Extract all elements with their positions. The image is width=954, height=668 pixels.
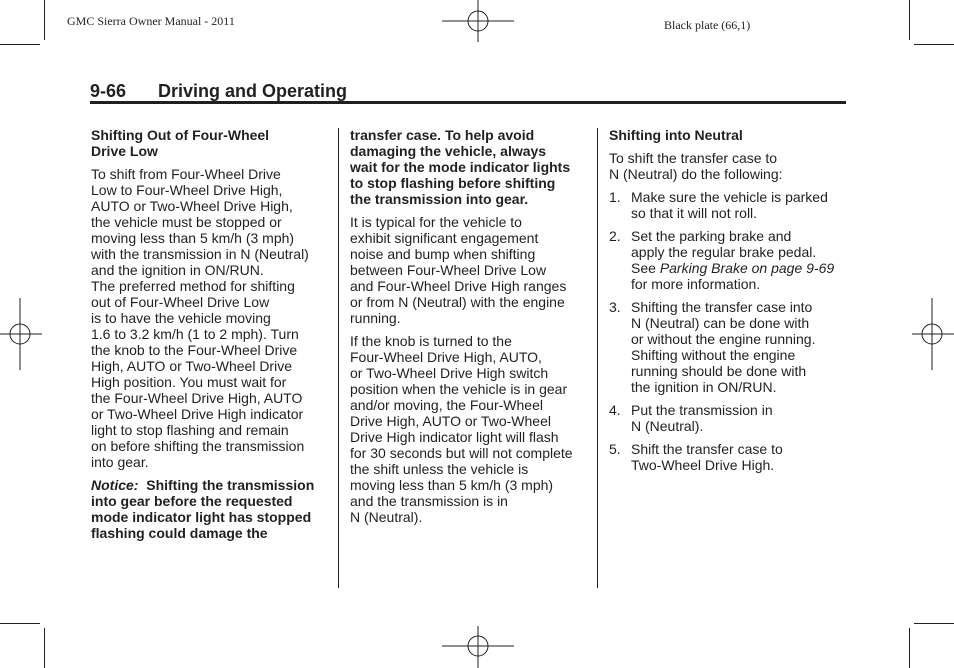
text-line: or Two-Wheel Drive High indicator	[91, 406, 304, 422]
crop-mark	[909, 628, 910, 668]
notice	[91, 477, 327, 541]
text-line: the knob to the Four-Wheel Drive	[91, 342, 298, 358]
text-line: noise and bump when shifting	[350, 246, 536, 262]
step-number: 2.	[609, 228, 621, 244]
text-line: or from N (Neutral) with the engine	[350, 294, 565, 310]
column-1	[91, 127, 327, 548]
text-line: and the ignition in ON/RUN.	[91, 262, 264, 278]
text-line: damaging the vehicle, always	[350, 143, 547, 159]
list-item	[609, 299, 849, 395]
text-line: To shift from Four-Wheel Drive	[91, 166, 281, 182]
text-line: Shifting without the engine	[631, 347, 796, 363]
text-line: or without the engine running.	[631, 331, 816, 347]
text-line: moving less than 5 km/h (3 mph)	[350, 477, 554, 493]
column-divider	[597, 128, 598, 588]
text-line: so that it will not roll.	[631, 205, 758, 221]
list-item	[609, 441, 849, 473]
subheading: Shifting into Neutral	[609, 127, 743, 143]
text-line: the Four-Wheel Drive High, AUTO	[91, 390, 303, 406]
text-line: to stop flashing before shifting	[350, 175, 556, 191]
text-line: running.	[350, 310, 401, 326]
column-divider	[338, 128, 339, 588]
text-line: Drive High indicator light will flash	[350, 429, 559, 445]
text-line: Drive High, AUTO or Two-Wheel	[350, 413, 551, 429]
text-line: on before shifting the transmission	[91, 438, 305, 454]
text-line: wait for the mode indicator lights	[350, 159, 571, 175]
paragraph	[91, 166, 327, 470]
step-number: 5.	[609, 441, 621, 457]
text-line: N (Neutral) can be done with	[631, 315, 810, 331]
text-line: for more information.	[631, 276, 761, 292]
list-item	[609, 189, 849, 221]
section-title: Driving and Operating	[158, 81, 348, 101]
text-line: Set the parking brake and	[631, 228, 792, 244]
running-header-title: GMC Sierra Owner Manual - 2011	[67, 14, 235, 28]
steps-list	[609, 189, 849, 473]
subheading-line: Shifting Out of Four-Wheel	[91, 127, 270, 143]
text-line: and the transmission is in	[350, 493, 508, 509]
text-line: Low to Four-Wheel Drive High,	[91, 182, 283, 198]
text-line: High, AUTO or Two-Wheel Drive	[91, 358, 292, 374]
paragraph	[350, 333, 586, 525]
page-number: 9-66	[90, 81, 127, 101]
text-line: the ignition in ON/RUN.	[631, 379, 777, 395]
step-number: 1.	[609, 189, 621, 205]
text-line: out of Four-Wheel Drive Low	[91, 294, 270, 310]
crop-mark	[914, 44, 954, 45]
cross-reference-link[interactable]: Parking Brake on page 9-69	[659, 260, 835, 276]
subheading	[91, 127, 327, 159]
notice-continued	[350, 127, 586, 207]
list-item	[609, 402, 849, 434]
step-number: 4.	[609, 402, 621, 418]
paragraph	[609, 150, 849, 182]
text-line: or Two-Wheel Drive High switch	[350, 365, 549, 381]
crop-mark	[909, 0, 910, 40]
crop-mark	[914, 623, 954, 624]
registration-mark-icon	[0, 298, 42, 370]
paragraph	[350, 214, 586, 326]
text-line: running should be done with	[631, 363, 807, 379]
text-line: light to stop flashing and remain	[91, 422, 289, 438]
text-line: exhibit significant engagement	[350, 230, 539, 246]
registration-mark-icon	[442, 626, 514, 668]
text-line: and/or moving, the Four-Wheel	[350, 397, 543, 413]
text-line: 1.6 to 3.2 km/h (1 to 2 mph). Turn	[91, 326, 299, 342]
text-line: High position. You must wait for	[91, 374, 287, 390]
text-line: the shift unless the vehicle is	[350, 461, 529, 477]
text-line: Make sure the vehicle is parked	[631, 189, 828, 205]
text-line: is to have the vehicle moving	[91, 310, 271, 326]
title-rule	[90, 101, 846, 104]
text-line: Put the transmission in	[631, 402, 773, 418]
step-number: 3.	[609, 299, 621, 315]
subheading-line: Drive Low	[91, 143, 158, 159]
text-line: It is typical for the vehicle to	[350, 214, 522, 230]
text-line: The preferred method for shifting	[91, 278, 295, 294]
column-2	[350, 127, 586, 532]
text-line: Two-Wheel Drive High.	[631, 457, 775, 473]
text-line: AUTO or Two-Wheel Drive High,	[91, 198, 293, 214]
text-line: between Four-Wheel Drive Low	[350, 262, 547, 278]
text-line: Shifting the transfer case into	[631, 299, 813, 315]
text-line: N (Neutral) do the following:	[609, 166, 783, 182]
plate-label: Black plate (66,1)	[664, 18, 751, 32]
text-line: transfer case. To help avoid	[350, 127, 535, 143]
text-line: Shift the transfer case to	[631, 441, 783, 457]
list-item	[609, 228, 849, 292]
crop-mark	[44, 628, 45, 668]
text-line: N (Neutral).	[631, 418, 704, 434]
text-line: and Four-Wheel Drive High ranges	[350, 278, 567, 294]
registration-mark-icon	[442, 0, 514, 42]
text-line: N (Neutral).	[350, 509, 423, 525]
registration-mark-icon	[912, 298, 954, 370]
column-3	[609, 127, 849, 480]
text-line: flashing could damage the	[91, 525, 268, 541]
crop-mark	[0, 623, 40, 624]
notice-label: Notice:	[91, 477, 139, 493]
page-title	[90, 80, 846, 102]
text-line: If the knob is turned to the	[350, 333, 512, 349]
text-line: with the transmission in N (Neutral)	[91, 246, 309, 262]
text-line: Four-Wheel Drive High, AUTO,	[350, 349, 542, 365]
text-line: See	[631, 260, 660, 276]
text-line: into gear.	[91, 454, 149, 470]
text-line: To shift the transfer case to	[609, 150, 778, 166]
text-line: mode indicator light has stopped	[91, 509, 312, 525]
text-line: the transmission into gear.	[350, 191, 529, 207]
text-line: apply the regular brake pedal.	[631, 244, 817, 260]
crop-mark	[44, 0, 45, 40]
text-line: position when the vehicle is in gear	[350, 381, 568, 397]
text-line: moving less than 5 km/h (3 mph)	[91, 230, 295, 246]
text-line: for 30 seconds but will not complete	[350, 445, 573, 461]
text-line: into gear before the requested	[91, 493, 293, 509]
text-line: Shifting the transmission	[146, 477, 315, 493]
crop-mark	[0, 44, 40, 45]
text-line: the vehicle must be stopped or	[91, 214, 282, 230]
